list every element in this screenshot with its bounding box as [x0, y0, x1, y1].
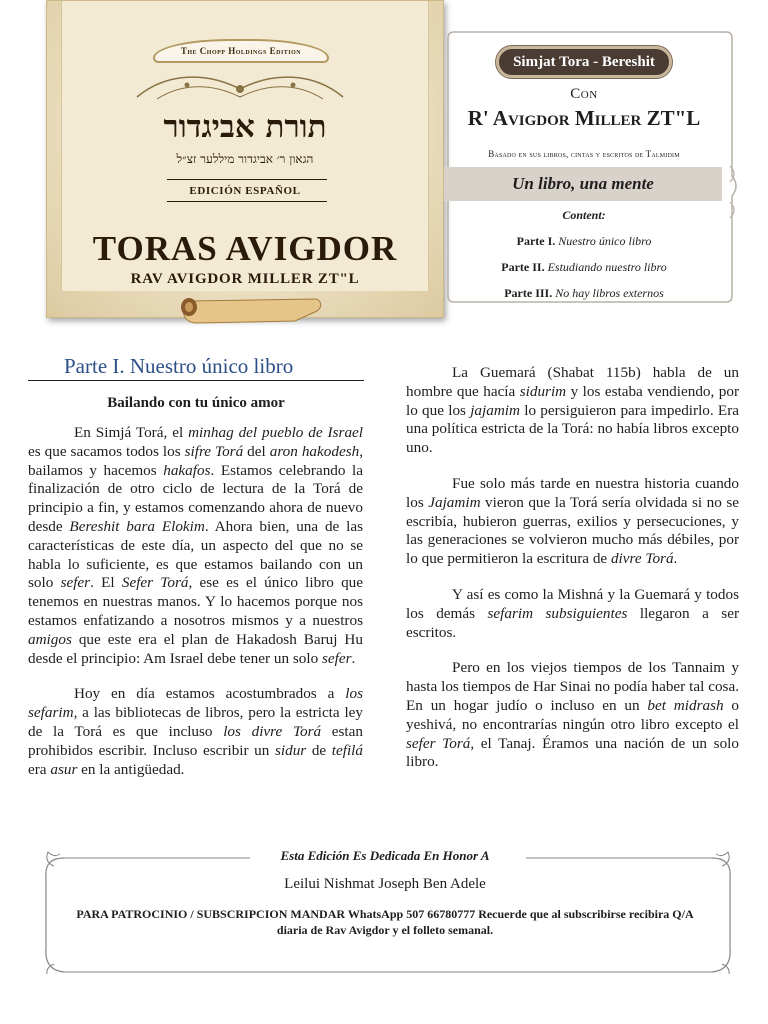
cover-title: TORAS AVIGDOR — [92, 229, 398, 268]
dedication-honoree: Leilui Nishmat Joseph Ben Adele — [284, 876, 486, 892]
book-theme-band: Un libro, una mente — [444, 167, 722, 201]
sponsorship-note: PARA PATROCINIO / SUBSCRIPCION MANDAR WhatsApp 507 66780777 Recuerde que al subscribirse recibira Q/A diaria de Rav Avigdor y el folleto semanal. — [76, 907, 694, 937]
article-subtitle: Bailando con tu único amor — [107, 395, 285, 411]
paragraph: Fue solo más tarde en nuestra historia cuando los Jajamim vieron que la Torá sería olvidada si no se escribía, hubieron guerras, exilios y persecuciones, y las generaciones se volvieron mucho más débiles, por lo que permitieron la escritura de divre Torá. — [406, 474, 739, 568]
toc-item: Parte II. Estudiando nuestro libro — [501, 260, 667, 274]
cover-hebrew-title: תורת אביגדור — [163, 109, 327, 145]
panel-con-label: Con — [570, 86, 598, 102]
based-on-note: Basado en sus libros, cintas y escritos de Talmidim — [488, 149, 680, 159]
book-cover — [46, 0, 444, 318]
section-title: Parte I. Nuestro único libro — [64, 354, 294, 378]
cover-ornament-icon — [127, 67, 353, 107]
cover-hebrew-subtitle: הגאון ר׳ אביגדור מיללער זצ״ל — [176, 152, 314, 166]
article-column-left — [28, 424, 363, 796]
cover-rule-bottom — [167, 201, 327, 202]
article-column-right — [406, 364, 739, 789]
toc-item: Parte III. No hay libros externos — [504, 286, 664, 300]
cover-edition-ribbon: The Chopp Holdings Edition — [153, 39, 329, 63]
issue-badge: Simjat Tora - Bereshit — [496, 46, 672, 78]
toc-item: Parte I. Nuestro único libro — [516, 234, 652, 248]
cover-rule-top — [167, 179, 327, 180]
paragraph: La Guemará (Shabat 115b) habla de un hombre que hacía sidurim y los estaba vendiendo, por lo que los jajamim lo persiguieron para impedirlo. Era una política estricta de la Torá: no había libros excepto uno. — [406, 364, 740, 457]
paragraph: Hoy en día estamos acostumbrados a los sefarim, a las bibliotecas de libros, pero la estricta ley de la Torá es que incluso los divre Torá estan prohibidos escribir. Incluso escribir un sidur de tefilá era asur en la antigüedad. — [28, 685, 363, 778]
section-divider — [28, 380, 364, 381]
paragraph: Y así es como la Mishná y la Guemará y todos los demás sefarim subsiguientes llegaron a ser escritos. — [406, 585, 740, 641]
cover-edition-label: EDICIÓN ESPAÑOL — [189, 185, 301, 197]
content-label: Content: — [562, 208, 606, 222]
cover-author: RAV AVIGDOR MILLER ZT"L — [130, 271, 360, 287]
scroll-icon — [175, 293, 325, 327]
paragraph: En Simjá Torá, el minhag del pueblo de Israel es que sacamos todos los sifre Torá del aron hakodesh, bailamos y hacemos hakafos. Estamos celebrando la finalización de otro ciclo de lectura de la Torá de principio a fin, y estamos comenzando ahora de nuevo desde Bereshit bara Elokim. Ahora bien, una de las características de este día, un aspecto del que no se habla lo suficiente, es que estamos bailando con un solo sefer. El Sefer Torá, ese es el único libro que tenemos en nuestras manos. Y lo hacemos porque nos estamos enfatizando a nosotros mismos y a nuestros amigos que este era el plan de Hakadosh Baruj Hu desde el principio: Am Israel debe tener un solo sefer. — [28, 424, 364, 667]
paragraph: Pero en los viejos tiempos de los Tannaim y hasta los tiempos de Har Sinai no podía haber tal cosa. En un hogar judío o incluso en un bet midrash o yeshivá, no encontrarías ningún otro libro excepto el sefer Torá, el Tanaj. Éramos una nación de un solo libro. — [406, 659, 740, 771]
dedication-heading: Esta Edición Es Dedicada En Honor A — [280, 848, 490, 863]
rabbi-name: R' Avigdor Miller ZT"L — [467, 106, 701, 130]
